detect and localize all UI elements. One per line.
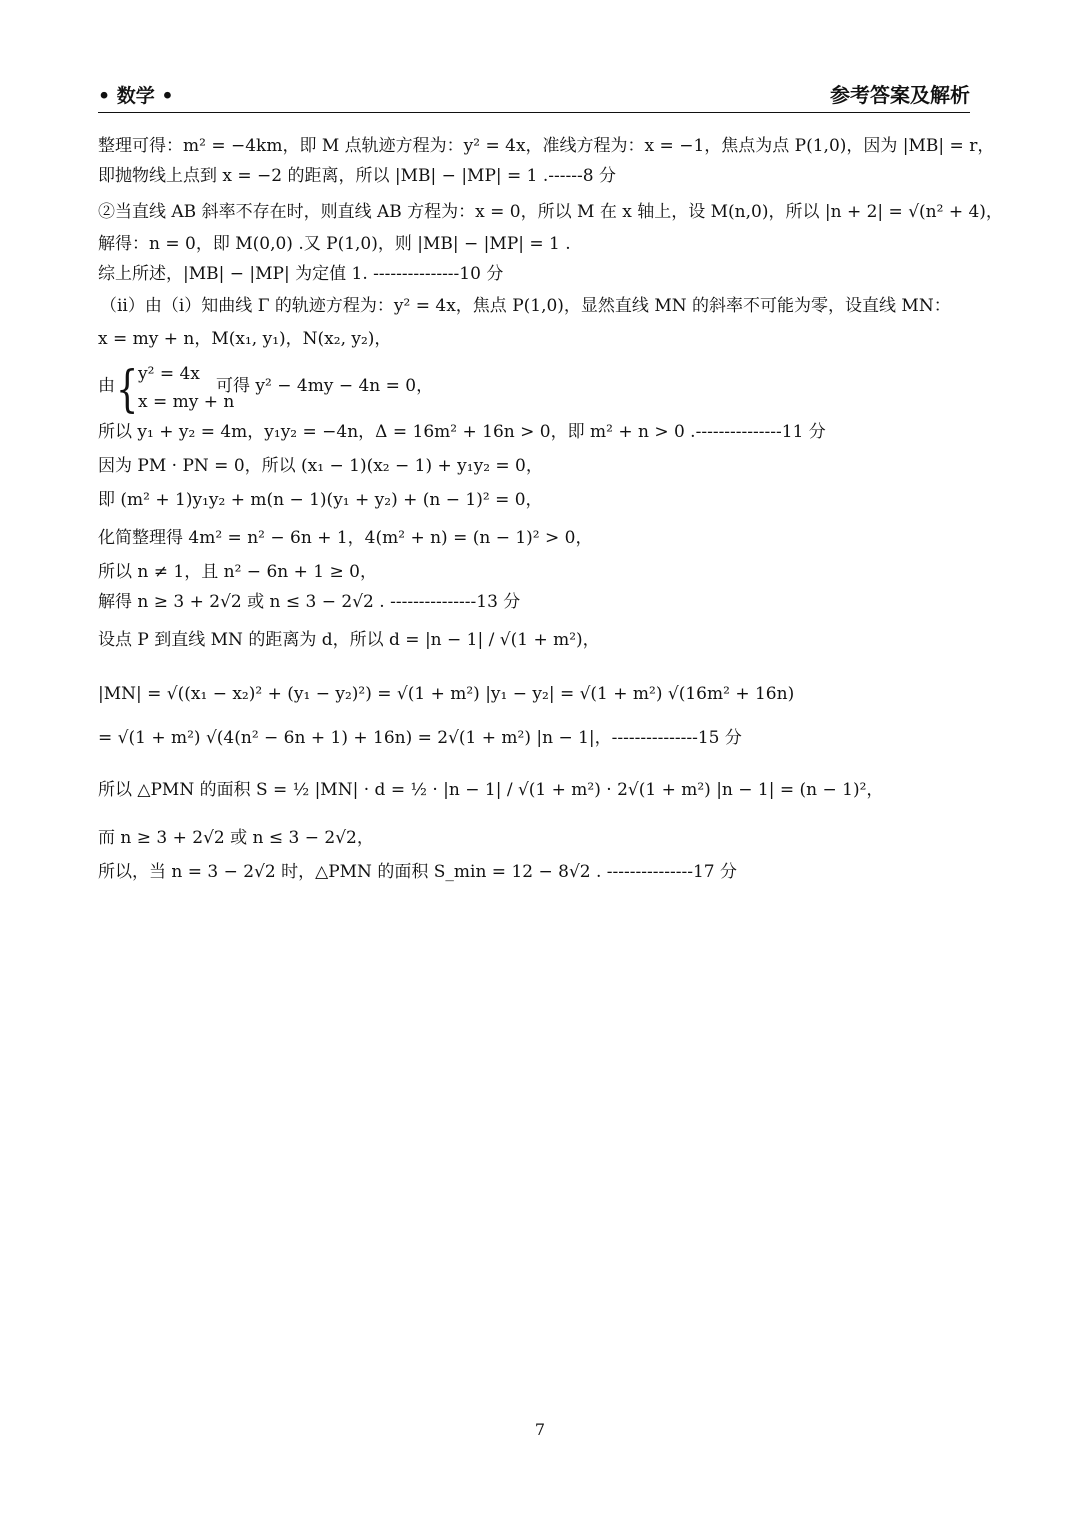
page-number: 7 xyxy=(534,1420,546,1439)
equation-system xyxy=(98,360,598,418)
page-header xyxy=(98,78,970,113)
text-line: |MN| = √((x₁ − x₂)² + (y₁ − y₂)²) = √(1 + m²) |y₁ − y₂| = √(1 + m²) √(16m² + 16n) xyxy=(98,684,795,704)
header-subject: • 数学 • xyxy=(98,85,174,107)
brace-symbol: { xyxy=(116,360,139,418)
header-title: 参考答案及解析 xyxy=(830,83,970,107)
text-line: 综上所述，|MB| − |MP| 为定值 1. ---------------10 分 xyxy=(98,264,504,284)
text-line: 所以 △PMN 的面积 S = ½ |MN| · d = ½ · |n − 1| / √(1 + m²) · 2√(1 + m²) |n − 1| = (n − 1)²， xyxy=(98,780,884,800)
system-suffix: 可得 y² − 4my − 4n = 0， xyxy=(216,376,434,396)
text-line: 化简整理得 4m² = n² − 6n + 1，4(m² + n) = (n − 1)² > 0， xyxy=(98,528,593,548)
text-line: 所以 y₁ + y₂ = 4m，y₁y₂ = −4n，Δ = 16m² + 16n > 0，即 m² + n > 0 .---------------11 分 xyxy=(98,422,826,442)
text-line: 设点 P 到直线 MN 的距离为 d，所以 d = |n − 1| / √(1 + m²)， xyxy=(98,630,600,650)
text-line: = √(1 + m²) √(4(n² − 6n + 1) + 16n) = 2√(1 + m²) |n − 1|，---------------15 分 xyxy=(98,728,742,748)
system-prefix: 由 xyxy=(98,376,115,396)
text-line: 整理可得：m² = −4km，即 M 点轨迹方程为：y² = 4x，准线方程为：x = −1，焦点为点 P(1,0)，因为 |MB| = r， xyxy=(98,136,995,156)
text-line: ②当直线 AB 斜率不存在时，则直线 AB 方程为：x = 0，所以 M 在 x 轴上，设 M(n,0)，所以 |n + 2| = √(n² + 4)， xyxy=(98,202,1003,222)
system-equation: x = my + n xyxy=(138,392,235,412)
text-line: 即抛物线上点到 x = −2 的距离，所以 |MB| − |MP| = 1 .------8 分 xyxy=(98,166,616,186)
system-equation: y² = 4x xyxy=(138,364,200,384)
text-line: 因为 PM · PN = 0，所以 (x₁ − 1)(x₂ − 1) + y₁y₂ = 0， xyxy=(98,456,543,476)
text-line: 解得 n ≥ 3 + 2√2 或 n ≤ 3 − 2√2 . ---------------13 分 xyxy=(98,592,521,612)
text-line: 所以，当 n = 3 − 2√2 时，△PMN 的面积 S_min = 12 − 8√2 . ---------------17 分 xyxy=(98,862,738,882)
text-line: 而 n ≥ 3 + 2√2 或 n ≤ 3 − 2√2， xyxy=(98,828,374,848)
text-line: 即 (m² + 1)y₁y₂ + m(n − 1)(y₁ + y₂) + (n − 1)² = 0， xyxy=(98,490,543,510)
text-line: 所以 n ≠ 1，且 n² − 6n + 1 ≥ 0， xyxy=(98,562,377,582)
text-line: （ii）由（i）知曲线 Γ 的轨迹方程为：y² = 4x，焦点 P(1,0)，显然直线 MN 的斜率不可能为零，设直线 MN： xyxy=(100,296,951,316)
text-line: 解得：n = 0，即 M(0,0) .又 P(1,0)，则 |MB| − |MP| = 1 . xyxy=(98,234,571,254)
text-line: x = my + n，M(x₁, y₁)，N(x₂, y₂)， xyxy=(98,329,392,349)
